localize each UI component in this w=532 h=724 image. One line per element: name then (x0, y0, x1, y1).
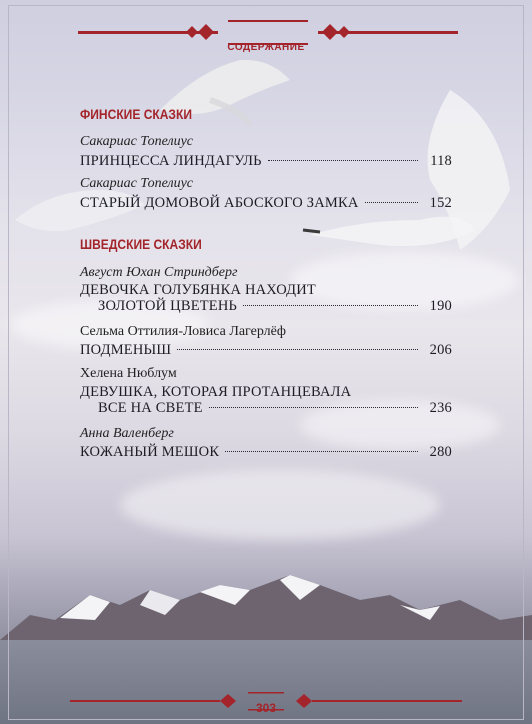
entry-title-line: ЗОЛОТОЙ ЦВЕТЕНЬ (98, 298, 238, 314)
entry-page-number: 118 (430, 153, 452, 169)
leader-dots (268, 160, 418, 161)
entry-title: СТАРЫЙ ДОМОВОЙ АБОСКОГО ЗАМКА (80, 195, 359, 211)
toc-entry[interactable] (80, 342, 452, 358)
entry-author: Август Юхан Стриндберг (80, 265, 238, 280)
section-title-finnish: ФИНСКИЕ СКАЗКИ (80, 106, 192, 122)
toc-entry[interactable] (80, 282, 452, 314)
toc-entry[interactable] (80, 153, 452, 169)
entry-title: ПРИНЦЕССА ЛИНДАГУЛЬ (80, 153, 262, 169)
entry-page-number: 206 (429, 342, 452, 358)
contents-heading: СОДЕРЖАНИЕ (227, 42, 305, 53)
leader-dots (225, 451, 418, 452)
entry-author: Сакариас Топелиус (80, 134, 194, 149)
entry-author: Сакариас Топелиус (80, 176, 194, 191)
entry-author: Анна Валенберг (80, 426, 174, 441)
entry-author: Хелена Нюблум (80, 366, 177, 381)
entry-page-number: 152 (429, 195, 452, 211)
entry-title: ПОДМЕНЫШ (80, 342, 172, 358)
entry-title-line: ДЕВУШКА, КОТОРАЯ ПРОТАНЦЕВАЛА (80, 384, 352, 400)
entry-title: КОЖАНЫЙ МЕШОК (80, 444, 220, 460)
entry-author: Сельма Оттилия-Ловиса Лагерлёф (80, 324, 286, 339)
leader-dots (365, 202, 418, 203)
section-title-swedish: ШВЕДСКИЕ СКАЗКИ (80, 236, 202, 252)
entry-page-number: 280 (429, 444, 452, 460)
toc-entry[interactable] (80, 384, 452, 416)
toc-entry[interactable] (80, 444, 452, 460)
leader-dots (209, 407, 418, 408)
page-number: 303 (255, 701, 277, 715)
leader-dots (177, 349, 418, 350)
entry-page-number: 236 (429, 400, 452, 416)
entry-title-line: ВСЕ НА СВЕТЕ (98, 400, 203, 416)
leader-dots (243, 305, 418, 306)
entry-title-line: ДЕВОЧКА ГОЛУБЯНКА НАХОДИТ (80, 282, 316, 298)
toc-entry[interactable] (80, 195, 452, 211)
entry-page-number: 190 (429, 298, 452, 314)
